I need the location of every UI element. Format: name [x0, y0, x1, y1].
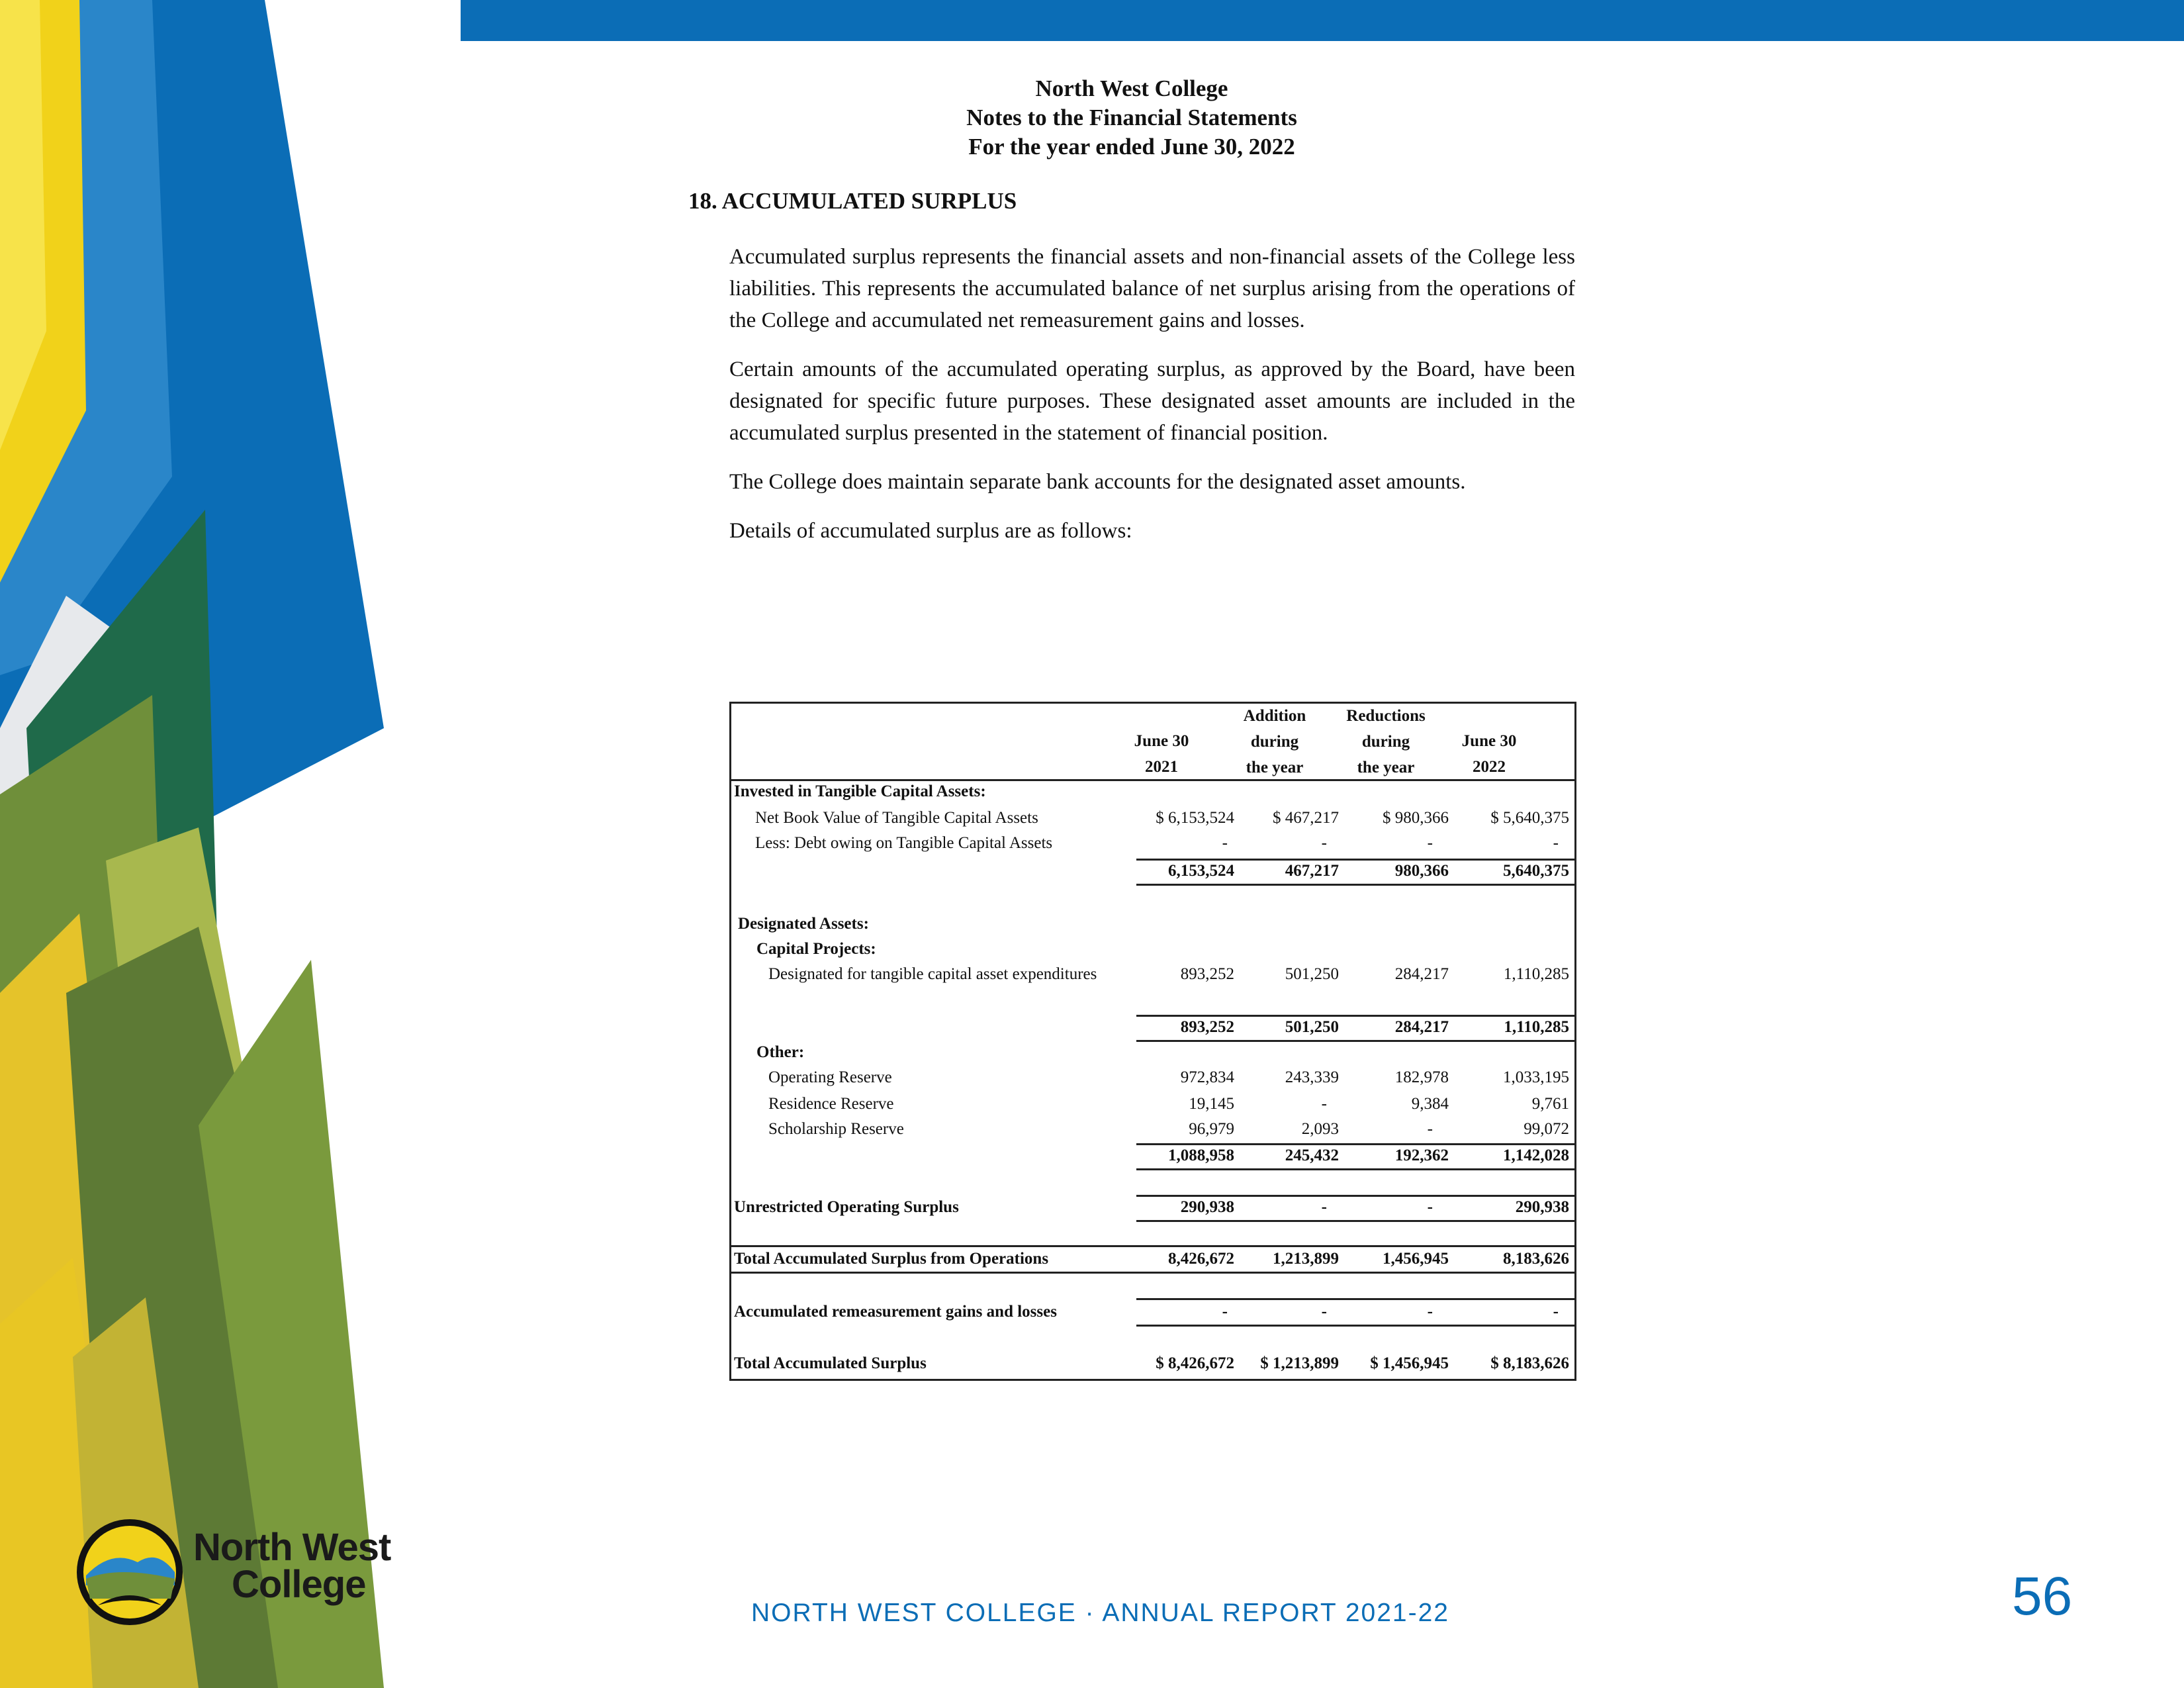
cell: 893,252	[1180, 1018, 1234, 1036]
cell: 1,110,285	[1504, 1018, 1569, 1036]
cell: 96,979	[1189, 1120, 1234, 1138]
footer-report-title: NORTH WEST COLLEGE · ANNUAL REPORT 2021-22	[751, 1599, 1449, 1627]
decorative-side-graphic	[0, 0, 463, 1688]
cell: 290,938	[1515, 1198, 1569, 1216]
subtotal-rule	[1136, 1040, 1574, 1042]
cell: 1,142,028	[1503, 1147, 1569, 1164]
row-label-scholarship-reserve: Scholarship Reserve	[768, 1120, 904, 1138]
col-header-june-2021: June 30 2021	[1134, 732, 1189, 776]
financial-note-document	[688, 74, 1575, 547]
paragraph-1: Accumulated surplus represents the financial assets and non-financial assets of the College less liabilities. This represents the accumulated balance of net surplus arising from the operations of the College and accumulated net remeasurement gains and losses.	[729, 245, 1575, 332]
cell: -	[1321, 1303, 1327, 1321]
subtotal-rule	[1136, 884, 1574, 886]
cell: $ 5,640,375	[1490, 809, 1569, 827]
row-label-capital-projects: Capital Projects:	[756, 940, 876, 958]
accumulated-surplus-table	[729, 702, 1576, 1381]
subtotal-rule	[1136, 1168, 1574, 1170]
cell: 8,426,672	[1168, 1250, 1234, 1268]
cell: 8,183,626	[1503, 1250, 1569, 1268]
logo-line-1: North West	[193, 1526, 391, 1569]
paragraph-4: Details of accumulated surplus are as follows:	[729, 519, 1132, 543]
cell: $ 467,217	[1273, 809, 1339, 827]
row-label-operating-reserve: Operating Reserve	[768, 1068, 892, 1086]
cell: $ 6,153,524	[1156, 809, 1234, 827]
cell: -	[1321, 1198, 1327, 1216]
cell: 245,432	[1285, 1147, 1339, 1164]
col-header-june-2022: June 30 2022	[1461, 732, 1517, 776]
subtotal-rule	[1136, 1220, 1574, 1222]
cell: 467,217	[1285, 862, 1339, 880]
row-label-total-operations: Total Accumulated Surplus from Operations	[734, 1250, 1049, 1268]
top-banner	[461, 0, 2184, 41]
cell: $ 8,183,626	[1490, 1354, 1569, 1372]
cell: 290,938	[1180, 1198, 1234, 1216]
cell: 1,110,285	[1503, 965, 1569, 983]
college-logo-icon	[71, 1513, 191, 1632]
subtotal-rule	[1136, 1015, 1574, 1017]
cell: 9,384	[1411, 1095, 1449, 1113]
row-label-designated: Designated Assets:	[738, 915, 869, 933]
header-line-3: For the year ended June 30, 2022	[968, 134, 1295, 160]
document-header	[688, 74, 1575, 162]
cell: 243,339	[1285, 1068, 1339, 1086]
cell: 99,072	[1524, 1120, 1569, 1138]
row-label-less-debt: Less: Debt owing on Tangible Capital Assets	[755, 834, 1053, 852]
row-label-unrestricted: Unrestricted Operating Surplus	[734, 1198, 959, 1216]
cell: 19,145	[1189, 1095, 1234, 1113]
cell: $ 8,426,672	[1156, 1354, 1234, 1372]
logo-line-2: College	[232, 1563, 366, 1606]
cell: 893,252	[1180, 965, 1234, 983]
total-rule	[731, 1272, 1574, 1274]
cell: -	[1427, 1303, 1433, 1321]
cell: 980,366	[1394, 862, 1449, 880]
row-label-other: Other:	[756, 1043, 805, 1061]
col-header-addition: Addition during the year	[1243, 707, 1306, 776]
row-label-designated-capital: Designated for tangible capital asset expenditures	[768, 965, 1097, 983]
cell: 6,153,524	[1168, 862, 1234, 880]
section-title: 18. ACCUMULATED SURPLUS	[688, 188, 1017, 214]
cell: 1,456,945	[1383, 1250, 1449, 1268]
subtotal-rule	[1136, 1325, 1574, 1327]
paragraph-2: Certain amounts of the accumulated operating surplus, as approved by the Board, have been designated for specific future purposes. These designated asset amounts are included in the accumulated surplus presented in the statement of financial position.	[729, 357, 1575, 445]
header-line-2: Notes to the Financial Statements	[966, 105, 1297, 130]
cell: $ 980,366	[1383, 809, 1449, 827]
cell: 2,093	[1301, 1120, 1339, 1138]
cell: 1,033,195	[1503, 1068, 1569, 1086]
cell: $ 1,213,899	[1260, 1354, 1339, 1372]
row-label-residence-reserve: Residence Reserve	[768, 1095, 894, 1113]
paragraph-3: The College does maintain separate bank accounts for the designated asset amounts.	[729, 470, 1466, 494]
cell: 1,213,899	[1273, 1250, 1339, 1268]
row-label-invested: Invested in Tangible Capital Assets:	[734, 782, 986, 800]
cell: $ 1,456,945	[1370, 1354, 1449, 1372]
cell: -	[1553, 834, 1559, 852]
total-rule	[731, 1245, 1574, 1247]
cell: 5,640,375	[1503, 862, 1569, 880]
row-label-total-surplus: Total Accumulated Surplus	[734, 1354, 927, 1372]
subtotal-rule	[1136, 1195, 1574, 1197]
cell: 972,834	[1180, 1068, 1234, 1086]
col-header-reductions: Reductions during the year	[1346, 707, 1426, 776]
cell: -	[1553, 1303, 1559, 1321]
header-rule	[731, 779, 1574, 781]
subtotal-rule	[1136, 1298, 1574, 1300]
cell: 284,217	[1394, 965, 1449, 983]
cell: 284,217	[1394, 1018, 1449, 1036]
cell: -	[1222, 1303, 1228, 1321]
cell: 9,761	[1531, 1095, 1569, 1113]
cell: -	[1427, 1120, 1433, 1138]
cell: 1,088,958	[1168, 1147, 1234, 1164]
header-line-1: North West College	[1035, 75, 1228, 101]
row-label-net-book-value: Net Book Value of Tangible Capital Assets	[755, 809, 1038, 827]
page-number: 56	[2012, 1566, 2073, 1626]
college-logo-text	[193, 1526, 391, 1606]
cell: 501,250	[1285, 1018, 1339, 1036]
subtotal-rule	[1136, 859, 1574, 861]
cell: 501,250	[1285, 965, 1339, 983]
cell: 182,978	[1394, 1068, 1449, 1086]
cell: -	[1427, 1198, 1433, 1216]
cell: -	[1427, 834, 1433, 852]
cell: -	[1321, 834, 1327, 852]
cell: -	[1222, 834, 1228, 852]
row-label-remeasurement: Accumulated remeasurement gains and losses	[734, 1303, 1057, 1321]
subtotal-rule	[1136, 1143, 1574, 1145]
cell: 192,362	[1394, 1147, 1449, 1164]
cell: -	[1321, 1095, 1327, 1113]
